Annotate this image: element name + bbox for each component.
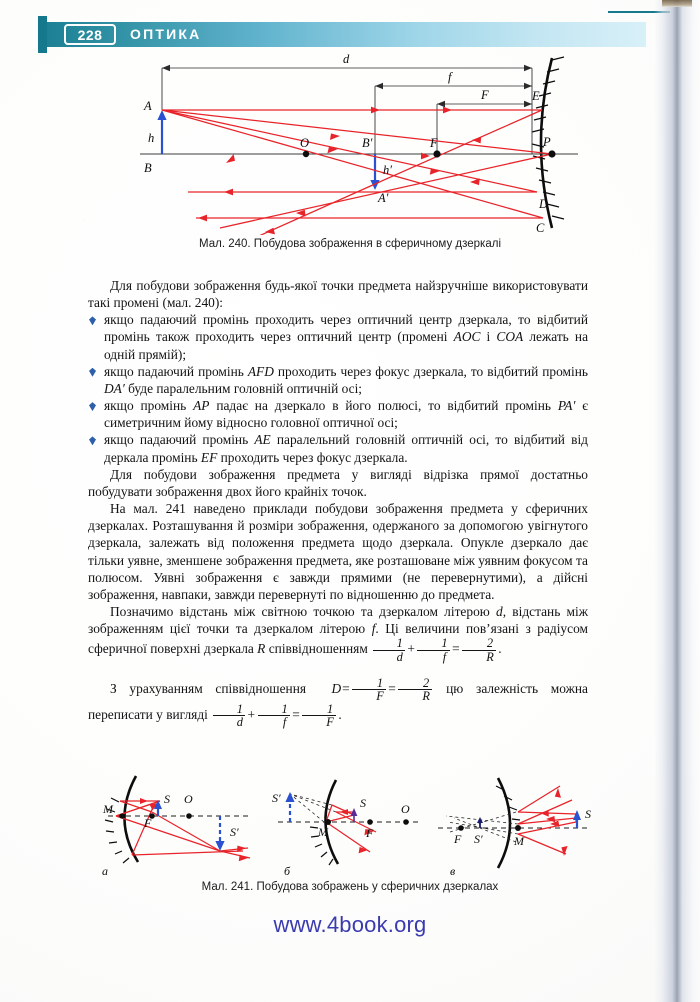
p5-part-b: цю залежність можна переписати у вигляді	[88, 680, 588, 722]
panel-b	[272, 780, 418, 878]
panel-b-label-O: O	[401, 802, 410, 816]
bullet-1-post: лежать на одній прямій);	[104, 329, 589, 362]
paragraph-3: На мал. 241 наведено приклади побудови зображення предмета у сферичних дзеркалах. Розташування й розміри зображення, одержаного за допомогою увігнутого дзеркала, залежать від положення предмета щодо дзеркала. Опукле дзеркало дає тільки уявне, зменшене зображення предмета, яке розташоване між уявним фокусом та полюсом. Уявні зображення є завжди прямими (не перевернутими), а дійсні зображення, навпаки, завжди перевернуті по відношенню до предмета.	[88, 501, 588, 602]
panel-a-label-O: O	[184, 792, 193, 806]
panel-a-label-S: S	[164, 792, 170, 806]
book-spine-top-edge	[662, 0, 692, 7]
figure-241-svg	[88, 772, 618, 880]
panel-a-point-O	[186, 813, 192, 819]
bullet-2-term-1: AFD	[247, 363, 274, 379]
p5-part-a: З урахуванням співвідношення	[110, 680, 307, 696]
panel-v	[438, 778, 591, 878]
figure-240-caption: Мал. 240. Побудова зображення в сферичному дзеркалі	[199, 238, 501, 250]
label-f: f	[448, 70, 452, 84]
label-F-dim: F	[481, 88, 489, 102]
page-number-box	[64, 24, 116, 45]
figure-241-caption: Мал. 241. Побудова зображень у сферичних дзеркалах	[201, 881, 499, 893]
point-O	[303, 151, 309, 157]
bullet-4-pre: якщо падаючий промінь	[104, 432, 255, 448]
panel-v-label-F: F	[454, 832, 462, 846]
label-d: d	[343, 52, 350, 66]
panel-a-point-M	[119, 813, 124, 818]
point-F	[433, 150, 440, 157]
bullet-2-pre: якщо падаючий промінь	[104, 363, 248, 379]
label-C: C	[536, 221, 545, 235]
bullet-2-term-2: DA′	[104, 380, 125, 396]
bullet-4-mid: паралельний головній оптичній осі, то відбитий від деркала промінь	[104, 432, 588, 465]
panel-v-object-arrow	[573, 810, 581, 828]
panel-b-label-M: M	[318, 825, 328, 839]
bullet-item-2	[88, 363, 588, 397]
formula-1-frac-2: $\frac{1}{f}$	[417, 637, 449, 663]
p4-symbol-R: R	[257, 641, 266, 657]
panel-v-arrowheads	[540, 788, 568, 856]
panel-a-label-M: M	[103, 802, 113, 816]
label-B-prime: B′	[362, 136, 373, 150]
label-A-prime: A′	[378, 191, 389, 205]
bullet-2-mid: проходить через фокус дзеркала, то відбитий промінь	[273, 363, 588, 379]
panel-v-label-S: S	[585, 807, 591, 821]
p4-symbol-f: f	[371, 621, 376, 637]
panel-v-key: в	[450, 864, 456, 878]
object-arrow-AB	[157, 110, 166, 154]
panel-b-image-arrow	[285, 792, 294, 822]
panel-b-key: б	[284, 864, 291, 878]
formula-2-frac-1: $\frac{1}{F}$	[352, 677, 386, 703]
panel-v-image-arrow	[477, 817, 483, 828]
p4-symbol-d: d	[496, 603, 503, 619]
bullet-3-post: є симетричним йому відносно головної оптичної осі;	[104, 398, 588, 431]
bullet-1-term-1: AOC	[453, 329, 481, 345]
bullet-3-pre: якщо промінь	[104, 398, 194, 414]
panel-v-rays	[518, 786, 576, 854]
paragraph-5	[88, 677, 588, 730]
label-O: O	[300, 136, 310, 150]
formula-2-frac-2: $\frac{2}{R}$	[398, 677, 432, 703]
panel-a-image-arrow	[215, 816, 224, 851]
p4-part-b: , відстань між зображенням цієї точки та дзеркалом літерою	[88, 603, 588, 637]
formula-1-equals: =	[452, 641, 460, 657]
panel-a-label-F: F	[144, 816, 152, 830]
panel-b-label-S: S	[360, 796, 366, 810]
formula-1-frac-1: $\frac{1}{d}$	[373, 637, 405, 663]
body-text	[88, 277, 588, 729]
book-spine-shadow	[654, 0, 700, 1002]
formula-3-plus: +	[247, 706, 255, 722]
figure-241-three-panels	[88, 772, 618, 880]
label-A: A	[144, 99, 152, 113]
label-P: P	[543, 135, 551, 149]
bullet-2-post: буде паралельним головній оптичній осі;	[124, 380, 363, 396]
figure-240-svg	[100, 50, 580, 235]
bullet-4-term-2: EF	[200, 449, 218, 465]
bullet-item-4	[88, 431, 588, 465]
label-B: B	[144, 161, 152, 175]
site-watermark: www.4book.org	[273, 912, 427, 937]
bullet-3-term-2: PA′	[557, 398, 576, 414]
panel-b-label-F: F	[366, 826, 374, 840]
formula-1-frac-3: $\frac{2}{R}$	[462, 637, 496, 663]
formula-2	[306, 675, 446, 704]
p4-part-c: . Ці величини пов’язані з радіусом сферичної поверхні дзеркала	[88, 621, 588, 657]
label-h-prime: h′	[383, 163, 392, 177]
panel-v-point-F	[458, 825, 464, 831]
formula-3-frac-1: $\frac{1}{d}$	[213, 703, 245, 729]
label-E: E	[532, 89, 540, 103]
bullet-4-post: проходить через фокус дзеркала.	[217, 449, 408, 465]
panel-a	[102, 776, 250, 878]
section-title: ОПТИКА	[130, 26, 202, 42]
page-number: 228	[77, 26, 103, 43]
panel-a-label-S-prime: S′	[230, 825, 239, 839]
formula-1	[368, 636, 503, 664]
page-header	[38, 22, 646, 47]
bullet-3-mid: падає на дзеркало в його полюсі, то відбитий промінь	[209, 398, 558, 414]
bullet-1-term-2: COA	[496, 329, 524, 345]
formula-2-equals-2: =	[388, 680, 396, 696]
bullet-1-mid: і	[480, 329, 497, 345]
formula-3-frac-3: $\frac{1}{F}$	[302, 703, 336, 729]
formula-1-period: .	[498, 641, 502, 657]
bullet-1-pre: якщо падаючий промінь проходить через оптичний центр дзеркала, то відбитий промінь також проходить через оптичний центр (промені	[104, 312, 588, 345]
label-F-point: F	[430, 136, 438, 150]
formula-3-frac-2: $\frac{1}{f}$	[258, 703, 290, 729]
panel-v-label-M: M	[514, 834, 524, 848]
formula-3-equals: =	[292, 706, 300, 722]
p4-part-a: Позначимо відстань між світною точкою та дзеркалом літерою	[110, 603, 496, 619]
ray-bundle	[162, 110, 552, 235]
formula-2-lhs: D	[331, 680, 342, 696]
panel-b-label-S-prime: S′	[272, 791, 281, 805]
point-P	[548, 150, 555, 157]
panel-b-point-O	[403, 819, 409, 825]
panel-v-mirror	[498, 778, 510, 868]
formula-1-plus: +	[407, 641, 415, 657]
panel-v-point-M	[515, 825, 521, 831]
formula-3	[208, 701, 343, 730]
panel-a-key: а	[102, 864, 108, 878]
formula-2-equals-1: =	[342, 680, 350, 696]
bullet-3-term-1: AP	[193, 398, 210, 414]
figure-240-ray-diagram	[100, 50, 580, 235]
label-D: D	[539, 197, 549, 211]
paragraph-4	[88, 603, 588, 664]
header-left-tab	[38, 16, 47, 53]
paragraph-1: Для побудови зображення будь-якої точки предмета найзручніше використовувати такі промені (мал. 240):	[88, 278, 588, 311]
p4-part-d: співвідношенням	[265, 641, 368, 657]
paragraph-2: Для побудови зображення предмета у вигляді відрізка прямої достатньо побудувати зображення двох його крайніх точок.	[88, 466, 588, 499]
bullet-item-3	[88, 397, 588, 431]
formula-3-period: .	[338, 706, 342, 722]
panel-v-label-S-prime: S′	[474, 832, 483, 846]
bullet-item-1	[88, 311, 588, 362]
bullet-4-term-1: AE	[254, 432, 271, 448]
label-h: h	[148, 131, 155, 145]
panel-b-point-F	[367, 819, 373, 825]
